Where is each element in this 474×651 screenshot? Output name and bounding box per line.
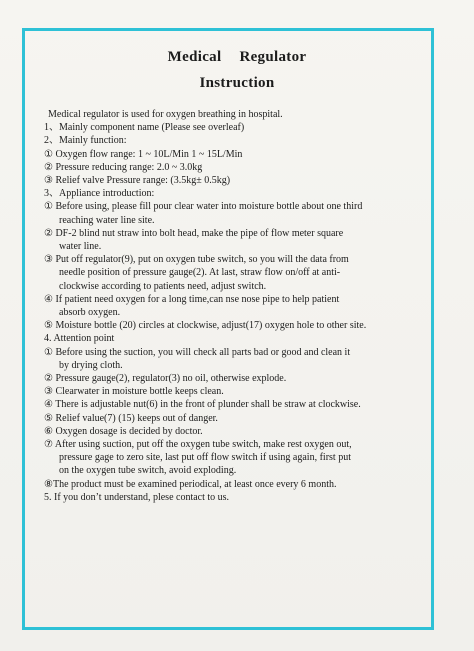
instruction-line: 4. Attention point [44, 333, 115, 345]
instruction-line: reaching water line site. [59, 214, 155, 226]
instruction-line: clockwise according to patients need, adjust switch. [59, 280, 267, 292]
instruction-body [44, 108, 422, 504]
instruction-line: ⑧The product must be examined periodical, at least once every 6 month. [44, 478, 337, 490]
instruction-line: needle position of pressure gauge(2). At last, straw flow on/off at anti- [59, 267, 341, 279]
instruction-line: 5. If you don’t understand, plese contact to us. [44, 491, 230, 503]
instruction-line: ③ Put off regulator(9), put on oxygen tube switch, so you will the data from [44, 254, 349, 266]
instruction-line: Medical regulator is used for oxygen breathing in hospital. [48, 109, 283, 120]
instruction-line: ③ Clearwater in moisture bottle keeps clean. [44, 386, 224, 398]
instruction-line: pressure gage to zero site, last put off flow switch if using again, first put [59, 452, 351, 464]
instruction-line: ② DF-2 blind nut straw into bolt head, make the pipe of flow meter square [44, 227, 344, 239]
instruction-line: absorb oxygen. [59, 307, 121, 319]
instruction-line: by drying cloth. [59, 359, 123, 371]
instruction-line: ④ If patient need oxygen for a long time,can nse nose pipe to help patient [44, 293, 340, 305]
instruction-line: ⑥ Oxygen dosage is decided by doctor. [44, 425, 203, 437]
instruction-line: 3、Appliance introduction: [44, 188, 155, 200]
document-title-line2: Instruction [199, 75, 275, 91]
instruction-line: ④ There is adjustable nut(6) in the front of plunder shall be straw at clockwise. [44, 399, 361, 411]
instruction-line: ⑤ Moisture bottle (20) circles at clockwise, adjust(17) oxygen hole to other site. [44, 320, 367, 332]
instruction-line: ② Pressure reducing range: 2.0 ~ 3.0kg [44, 161, 203, 173]
instruction-line: ① Before using the suction, you will check all parts bad or good and clean it [44, 346, 351, 358]
document-title-line1: Medical Regulator [167, 49, 307, 65]
instruction-line: ② Pressure gauge(2), regulator(3) no oil, otherwise explode. [44, 373, 287, 385]
instruction-line: 1、Mainly component name (Please see overleaf) [44, 122, 245, 134]
instruction-line: ③ Relief valve Pressure range: (3.5kg± 0.5kg) [44, 175, 231, 187]
instruction-line: on the oxygen tube switch, avoid exploding. [59, 465, 237, 477]
instruction-line: ① Before using, please fill pour clear water into moisture bottle about one third [44, 201, 363, 213]
instruction-line: 2、Mainly function: [44, 135, 127, 147]
instruction-line: ① Oxygen flow range: 1 ~ 10L/Min 1 ~ 15L/Min [44, 148, 243, 160]
instruction-line: ⑦ After using suction, put off the oxygen tube switch, make rest oxygen out, [44, 439, 352, 451]
instruction-line: ⑤ Relief value(7) (15) keeps out of danger. [44, 412, 218, 424]
instruction-line: water line. [59, 241, 102, 253]
